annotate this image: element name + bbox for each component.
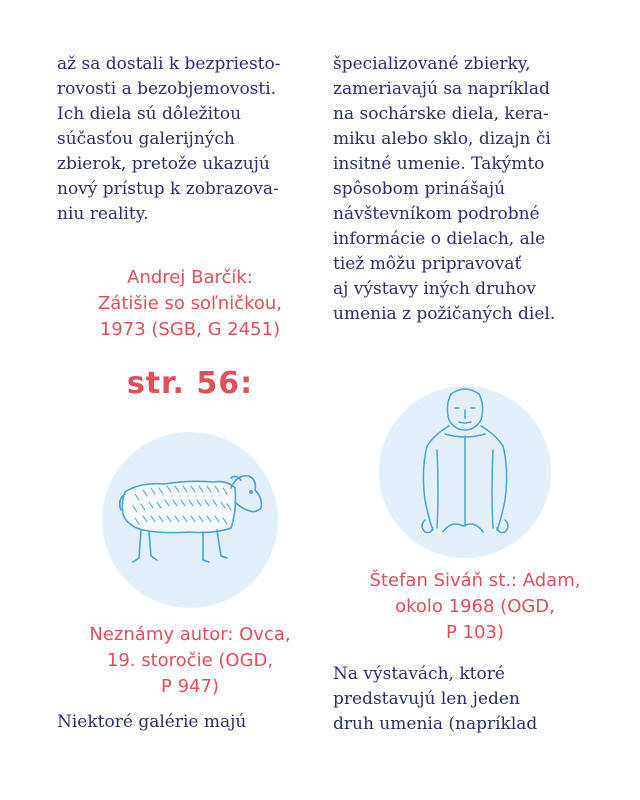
right-body-text-bottom — [333, 662, 537, 737]
sheep-icon — [85, 430, 295, 610]
caption-line: 1973 (SGB, G 2451) — [99, 319, 281, 340]
caption-adam — [335, 568, 615, 646]
text-line: Niektoré galérie majú — [57, 712, 247, 732]
text-line: nový prístup k zobrazova- — [57, 179, 279, 199]
sheep-illustration — [85, 430, 295, 610]
text-line: spôsobom prinášajú — [333, 179, 506, 199]
text-line: aj výstavy iných druhov — [333, 279, 536, 299]
text-line: insitné umenie. Takýmto — [333, 154, 545, 174]
caption-line: Neznámy autor: Ovca, — [89, 624, 291, 645]
text-line: zameriavajú sa napríklad — [333, 79, 550, 99]
text-line: tiež môžu pripravovať — [333, 254, 522, 274]
left-body-text-top — [57, 52, 281, 227]
right-body-text-top — [333, 52, 555, 327]
text-line: návštevníkom podrobné — [333, 204, 540, 224]
figure-icon — [375, 380, 555, 560]
text-line: zbierok, pretože ukazujú — [57, 154, 270, 174]
caption-line: 19. storočie (OGD, — [106, 650, 274, 671]
text-line: Ich diela sú dôležitou — [57, 104, 242, 124]
page-reference-heading: str. 56: — [126, 366, 254, 401]
text-line: špecializované zbierky, — [333, 54, 531, 74]
left-body-text-bottom — [57, 710, 246, 735]
text-line: druh umenia (napríklad — [333, 714, 538, 734]
text-line: rovosti a bezobjemovosti. — [57, 79, 277, 99]
caption-line: P 947) — [161, 676, 219, 697]
caption-barcik — [60, 265, 320, 343]
text-line: niu reality. — [57, 204, 149, 224]
text-line: umenia z požičaných diel. — [333, 304, 556, 324]
text-line: Na výstavách, ktoré — [333, 664, 505, 684]
text-line: na sochárske diela, kera- — [333, 104, 549, 124]
text-line: súčasťou galerijných — [57, 129, 235, 149]
text-line: predstavujú len jeden — [333, 689, 520, 709]
text-line: miku alebo sklo, dizajn či — [333, 129, 551, 149]
caption-line: Andrej Barčík: — [127, 267, 253, 288]
text-line: informácie o dielach, ale — [333, 229, 546, 249]
text-line: až sa dostali k bezpriesto- — [57, 54, 281, 74]
caption-ovca — [45, 622, 335, 700]
adam-illustration — [375, 380, 555, 560]
caption-line: okolo 1968 (OGD, — [395, 596, 555, 617]
caption-line: Zátišie so soľničkou, — [97, 293, 283, 314]
caption-line: Štefan Siváň st.: Adam, — [369, 570, 581, 591]
caption-line: P 103) — [446, 622, 504, 643]
